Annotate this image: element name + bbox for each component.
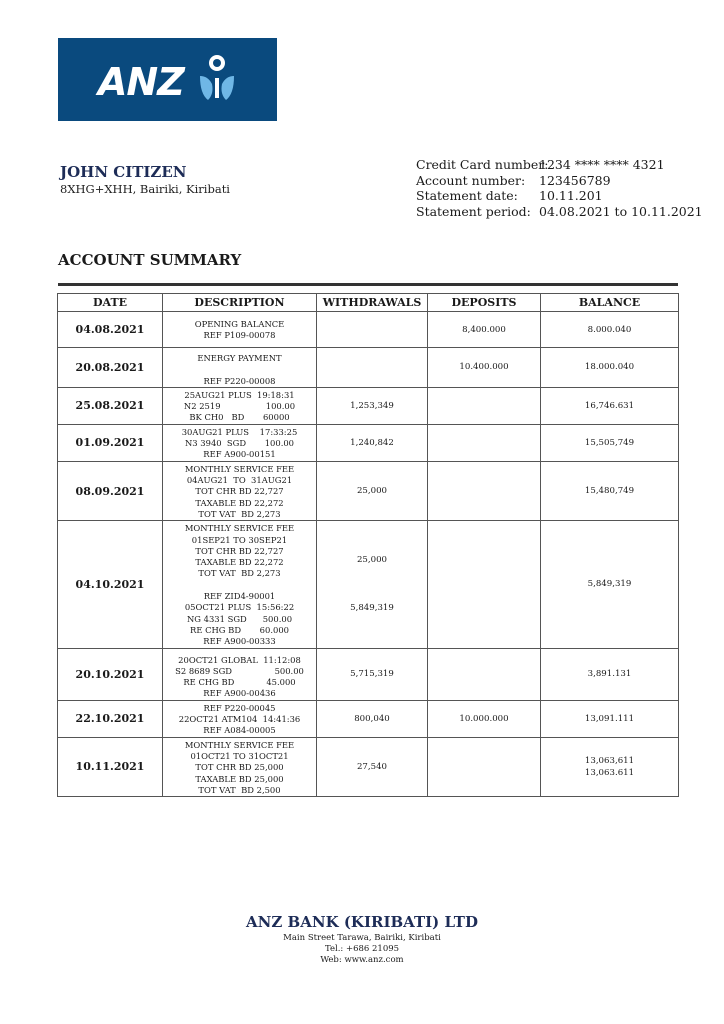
cell-withdrawals	[317, 312, 428, 348]
account-info	[416, 157, 703, 219]
info-row-card: Credit Card number:1234 **** **** 4321	[416, 157, 665, 172]
cell-description	[163, 424, 317, 461]
description-line: 01SEP21 TO 30SEP21	[191, 534, 288, 545]
anz-logo	[58, 38, 277, 121]
cell-balance: 3,891.131	[541, 648, 679, 700]
customer-address: 8XHG+XHH, Bairiki, Kiribati	[60, 182, 230, 196]
logo-text: ANZ	[98, 60, 184, 104]
table-row	[58, 387, 679, 424]
cell-deposits	[428, 424, 541, 461]
description-line: ENERGY PAYMENT	[197, 353, 282, 363]
description-line: 30AUG21 PLUS 17:33:25	[181, 426, 298, 437]
info-row-account: Account number: 123456789	[416, 172, 611, 188]
description-line: TAXABLE BD 25,000	[195, 773, 284, 784]
description-line: REF P220-00008	[203, 375, 276, 386]
table-row	[58, 348, 679, 388]
footer-address: Main Street Tarawa, Bairiki, Kiribati	[283, 933, 441, 943]
cell-description	[163, 387, 317, 424]
cell-balance: 16,746.631	[541, 387, 679, 424]
description-line: REF A900-00436	[203, 688, 276, 699]
description-line: RE CHG BD 60.000	[190, 624, 289, 635]
table-row	[58, 700, 679, 737]
table-header	[58, 294, 679, 312]
cell-deposits	[428, 387, 541, 424]
cell-deposits: 8,400.000	[428, 312, 541, 348]
cell-date: 25.08.2021	[58, 387, 163, 424]
cell-withdrawals: 5,715,319	[317, 648, 428, 700]
description-line: REF P109-00078	[203, 330, 276, 341]
header-date: DATE	[58, 294, 163, 312]
description-line: TOT VAT BD 2,273	[198, 508, 281, 519]
description-line: 25AUG21 PLUS 19:18:31	[184, 389, 295, 400]
cell-balance: 15,480,749	[541, 461, 679, 520]
description-line: MONTHLY SERVICE FEE	[184, 523, 295, 534]
description-line: TAXABLE BD 22,272	[195, 497, 284, 508]
table-row	[58, 521, 679, 648]
cell-description	[163, 700, 317, 737]
cell-withdrawals: 25,000	[317, 461, 428, 520]
cell-date: 10.11.2021	[58, 737, 163, 796]
cell-date: 20.10.2021	[58, 648, 163, 700]
cell-description	[163, 461, 317, 520]
description-line: REF A900-00333	[203, 636, 276, 647]
transactions-table	[57, 293, 679, 797]
description-line: N2 2519 100.00	[183, 401, 296, 412]
description-line: RE CHG BD 45.000	[183, 677, 296, 688]
description-line: MONTHLY SERVICE FEE	[184, 739, 295, 750]
cell-deposits	[428, 648, 541, 700]
cell-withdrawals: 1,240,842	[317, 424, 428, 461]
description-line: N3 3940 SGD 100.00	[184, 438, 295, 449]
description-line: TAXABLE BD 22,272	[195, 557, 284, 568]
cell-description	[163, 521, 317, 648]
cell-withdrawals: 800,040	[317, 700, 428, 737]
cell-date: 08.09.2021	[58, 461, 163, 520]
cell-description	[163, 312, 317, 348]
customer-name: JOHN CITIZEN	[60, 163, 187, 181]
cell-date: 22.10.2021	[58, 700, 163, 737]
footer-bank-name: ANZ BANK (KIRIBATI) LTD	[246, 913, 478, 931]
description-line: REF A084-00005	[203, 725, 276, 736]
description-line: TOT CHR BD 22,727	[195, 486, 284, 497]
cell-balance: 15,505,749	[541, 424, 679, 461]
description-line: REF ZID4-90001	[203, 591, 276, 602]
description-line: NG 4331 SGD 500.00	[186, 613, 293, 624]
footer-web: Web: www.anz.com	[320, 955, 404, 965]
cell-balance: 18.000.040	[541, 348, 679, 388]
description-line	[163, 580, 316, 591]
table-row	[58, 648, 679, 700]
description-line: 22OCT21 ATM104 14:41:36	[178, 714, 301, 725]
info-row-statement-period: Statement period: 04.08.2021 to 10.11.2021	[416, 203, 703, 219]
cell-withdrawals	[317, 348, 428, 388]
table-row	[58, 461, 679, 520]
cell-balance: 13,091.111	[541, 700, 679, 737]
footer-tel: Tel.: +686 21095	[324, 944, 400, 954]
cell-deposits	[428, 461, 541, 520]
header-deposits: DEPOSITS	[428, 294, 541, 312]
section-title: ACCOUNT SUMMARY	[58, 251, 242, 269]
cell-deposits: 10.000.000	[428, 700, 541, 737]
cell-withdrawals: 27,540	[317, 737, 428, 796]
description-line: REF P220-00045	[203, 702, 276, 713]
divider	[58, 283, 678, 286]
cell-date: 04.10.2021	[58, 521, 163, 648]
header-balance: BALANCE	[541, 294, 679, 312]
cell-balance: 13,063,611 13,063.611	[541, 737, 679, 796]
description-line	[163, 364, 316, 375]
description-line: 20OCT21 GLOBAL 11:12:08	[178, 654, 301, 665]
header-withdrawals: WITHDRAWALS	[317, 294, 428, 312]
cell-withdrawals: 25,000 5,849,319	[317, 521, 428, 648]
description-line: 04AUG21 TO 31AUG21	[186, 475, 293, 486]
description-line: TOT CHR BD 22,727	[195, 545, 284, 556]
cell-date: 20.08.2021	[58, 348, 163, 388]
cell-balance: 5,849,319	[541, 521, 679, 648]
header-description: DESCRIPTION	[163, 294, 317, 312]
cell-date: 01.09.2021	[58, 424, 163, 461]
description-line: BK CH0 BD 60000	[189, 412, 290, 423]
description-line: 05OCT21 PLUS 15:56:22	[184, 602, 295, 613]
description-line: S2 8689 SGD 500.00	[175, 665, 304, 676]
cell-description	[163, 648, 317, 700]
table-row	[58, 424, 679, 461]
description-line: REF A900-00151	[203, 449, 276, 460]
info-row-statement-date: Statement date: 10.11.201	[416, 188, 603, 204]
table-row	[58, 312, 679, 348]
cell-date: 04.08.2021	[58, 312, 163, 348]
description-line: TOT CHR BD 25,000	[195, 762, 284, 773]
table-row	[58, 737, 679, 796]
description-line: TOT VAT BD 2,500	[198, 784, 281, 795]
cell-description	[163, 348, 317, 388]
description-line: OPENING BALANCE	[194, 319, 285, 329]
description-line: MONTHLY SERVICE FEE	[184, 463, 295, 474]
cell-description	[163, 737, 317, 796]
description-line: 01OCT21 TO 31OCT21	[190, 750, 289, 761]
cell-withdrawals: 1,253,349	[317, 387, 428, 424]
description-line: TOT VAT BD 2,273	[198, 568, 281, 579]
cell-deposits	[428, 521, 541, 648]
cell-deposits	[428, 737, 541, 796]
cell-balance: 8.000.040	[541, 312, 679, 348]
cell-deposits: 10.400.000	[428, 348, 541, 388]
anz-people-icon	[194, 54, 240, 104]
